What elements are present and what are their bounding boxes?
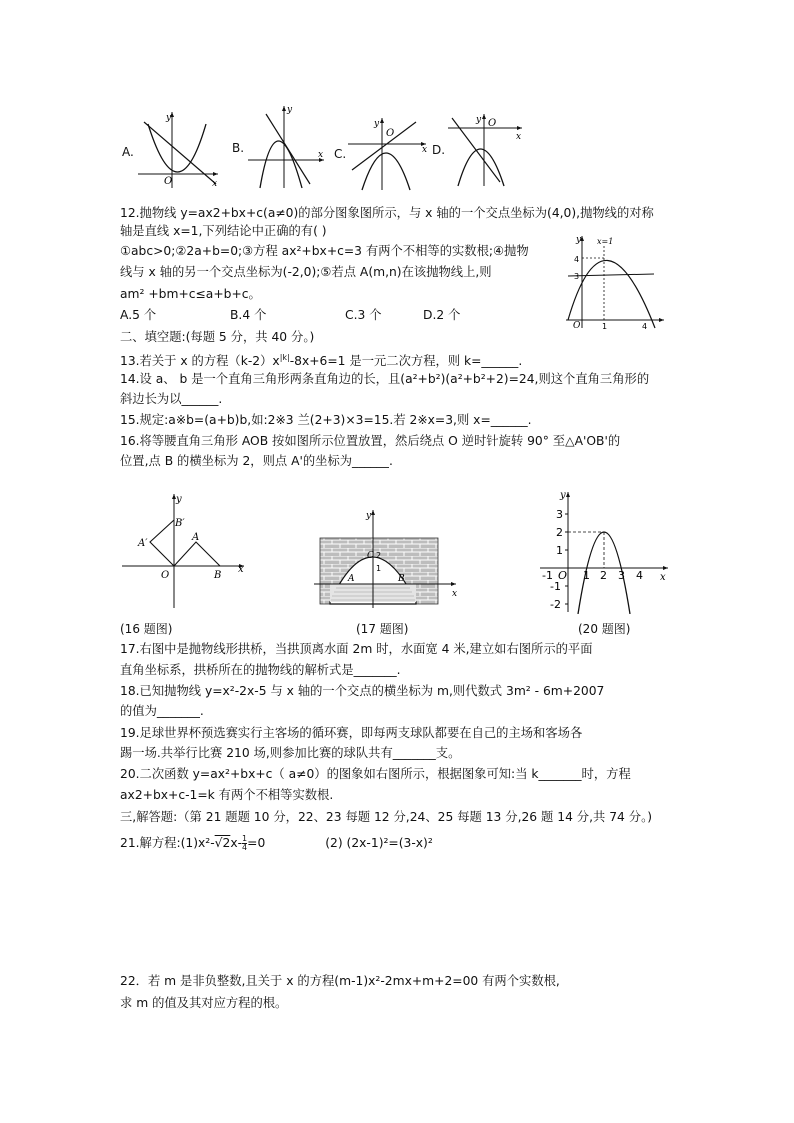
q13: 13.若关于 x 的方程$(k-2)x^{|k|}-8x+6=1$ 是一元二次方程，则 k=______.	[120, 353, 523, 369]
option-a-y: y	[166, 113, 172, 123]
fig17-two: 2	[376, 551, 382, 560]
fig17-b: B	[398, 574, 405, 584]
q12-graph-three: 3	[574, 272, 580, 281]
q17-line1: 17.右图中是抛物线形拱桥，当拱顶离水面 2m 时，水面宽 4 米,建立如右图所示的平面	[120, 642, 593, 656]
q14-line2: 斜边长为以______.	[120, 392, 223, 406]
fig20-x4: 4	[636, 569, 643, 582]
q12-choice-d: D.2 个	[423, 308, 461, 322]
fig17-a: A	[348, 574, 355, 584]
option-a-graph	[136, 110, 222, 190]
q12-graph-one: 1	[602, 322, 608, 331]
option-c-label: C.	[334, 147, 347, 161]
q12-graph-o: O	[573, 321, 581, 331]
option-b-graph	[246, 104, 328, 190]
option-c-o: O	[386, 128, 395, 139]
fig16-x: x	[238, 564, 244, 575]
fig20-y1: 1	[556, 544, 563, 557]
option-b-x: x	[318, 150, 324, 160]
fig20-x: x	[660, 572, 666, 583]
q12-line4: 线与 x 轴的另一个交点坐标为(-2,0);⑤若点 A(m,n)在该抛物线上,则	[120, 265, 492, 279]
q21: 21.解方程:(1)x²-√2x- $\frac{1}{4}$ =0 (2) (2x-1)²=(3-x)²	[120, 834, 433, 852]
q12-graph	[560, 232, 668, 332]
fig20-y2: 2	[556, 526, 563, 539]
q12-choice-a: A.5 个	[120, 308, 157, 322]
section2-heading: 二、填空题:(每题 5 分，共 40 分。)	[120, 330, 315, 344]
option-c-graph	[346, 116, 430, 192]
q12-choices	[120, 306, 460, 324]
q12-line2: 轴是直线 x=1,下列结论中正确的有( )	[120, 224, 327, 238]
option-a-o: O	[164, 176, 173, 187]
q12-line1: 12.抛物线 y=ax2+bx+c(a≠0)的部分图象图所示，与 x 轴的一个交点坐标为(4,0),抛物线的对称	[120, 206, 654, 220]
q14-line1: 14.设 a、 b 是一个直角三角形两条直角边的长，且(a²+b²)(a²+b²+2)=24,则这个直角三角形的	[120, 372, 650, 386]
option-b-label: B.	[232, 141, 245, 155]
q12-choice-b: B.4 个	[230, 308, 267, 322]
fig17-x: x	[452, 589, 458, 599]
q22-line1: 22．若 m 是非负整数,且关于 x 的方程(m-1)x²-2mx+m+2=00 有两个实数根,	[120, 974, 560, 988]
q12-line3: ①abc>0;②2a+b=0;③方程 ax²+bx+c=3 有两个不相等的实数根;④抛物	[120, 244, 529, 258]
sqrt-two: √2	[214, 836, 231, 850]
q22-line2: 求 m 的值及其对应方程的根。	[120, 996, 288, 1010]
q12-line5: am² +bm+c≤a+b+c。	[120, 287, 261, 301]
option-b-y: y	[287, 105, 293, 115]
fig16-a: A	[192, 532, 200, 543]
fig20-xn1: -1	[542, 569, 553, 582]
figure-17	[312, 508, 462, 608]
fig16-b-prime: B′	[175, 518, 185, 529]
option-c-x: x	[422, 145, 428, 155]
fig20-x1: 1	[583, 569, 590, 582]
fig16-y: y	[176, 494, 182, 505]
fig20-o: O	[558, 569, 568, 582]
fig20-yn2: -2	[550, 598, 561, 611]
section3-heading: 三,解答题:（第 21 题题 10 分，22、23 每题 12 分,24、25 每题 13 分,26 题 14 分,共 74 分。)	[120, 810, 653, 824]
option-a-label: A.	[122, 145, 134, 159]
q18-line2: 的值为_______.	[120, 704, 204, 718]
q20-line2: ax2+bx+c-1=k 有两个不相等实数根.	[120, 788, 334, 802]
fig16-a-prime: A′	[138, 538, 148, 549]
q20-line1: 20.二次函数 y=ax²+bx+c（ a≠0）的图象如右图所示，根据图象可知:当 k_______时，方程	[120, 767, 631, 781]
q12-graph-four: 4	[574, 255, 580, 264]
q21-part2: (2) (2x-1)²=(3-x)²	[325, 836, 433, 850]
fig20-y: y	[560, 490, 566, 501]
q12-graph-xeq1: x=1	[597, 237, 614, 246]
figure-20	[536, 488, 672, 614]
fraction-one-quarter: $\frac{1}{4}$	[242, 834, 248, 852]
q19-line1: 19.足球世界杯预选赛实行主客场的循环赛，即每两支球队都要在自己的主场和客场各	[120, 726, 583, 740]
fig17-one: 1	[376, 564, 382, 573]
fig17-c: C	[367, 551, 374, 561]
option-d-y: y	[476, 115, 482, 125]
option-d-graph	[446, 112, 526, 188]
q15: 15.规定:a※b=(a+b)b,如:2※3 兰(2+3)×3=15.若 2※x=3,则 x=______.	[120, 413, 532, 427]
fig16-o: O	[161, 570, 170, 581]
q12-graph-four-x: 4	[642, 322, 648, 331]
option-a-x: x	[212, 179, 218, 189]
option-d-o: O	[488, 118, 497, 129]
q17-line2: 直角坐标系，拱桥所在的抛物线的解析式是_______.	[120, 663, 401, 677]
fig17-y: y	[366, 511, 372, 521]
caption-16: (16 题图)	[120, 622, 173, 636]
fig20-y3: 3	[556, 508, 563, 521]
figure-16	[118, 490, 248, 610]
option-d-x: x	[516, 132, 522, 142]
caption-17: (17 题图)	[356, 622, 409, 636]
q12-graph-y: y	[576, 235, 582, 245]
option-d-label: D.	[432, 143, 446, 157]
fig20-x3: 3	[618, 569, 625, 582]
fig16-b: B	[214, 570, 222, 581]
fig20-yn1: -1	[550, 580, 561, 593]
q18-line1: 18.已知抛物线 y=x²-2x-5 与 x 轴的一个交点的横坐标为 m,则代数式 3m² - 6m+2007	[120, 684, 605, 698]
caption-20: (20 题图)	[578, 622, 631, 636]
q19-line2: 踢一场.共举行比赛 210 场,则参加比赛的球队共有_______支。	[120, 746, 461, 760]
q12-choice-c: C.3 个	[345, 308, 382, 322]
q16-line1: 16.将等腰直角三角形 AOB 按如图所示位置放置，然后绕点 O 逆时针旋转 90° 至△A'OB'的	[120, 434, 621, 448]
q16-line2: 位置,点 B 的横坐标为 2，则点 A'的坐标为______.	[120, 454, 393, 468]
fig20-x2: 2	[600, 569, 607, 582]
option-c-y: y	[374, 119, 380, 129]
